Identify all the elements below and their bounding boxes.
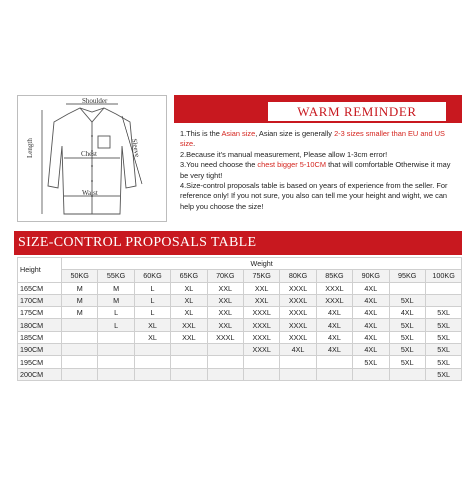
weight-cell: 50KG [62, 270, 98, 282]
height-cell: 170CM [18, 294, 62, 306]
size-cell: XL [171, 307, 207, 319]
height-cell: 195CM [18, 356, 62, 368]
weight-cell: 100KG [425, 270, 461, 282]
table-row [18, 331, 462, 343]
size-cell [62, 344, 98, 356]
weight-cell: 80KG [280, 270, 316, 282]
size-cell: XL [171, 282, 207, 294]
weight-cell: 55KG [98, 270, 134, 282]
size-cell: 4XL [353, 282, 389, 294]
size-cell: 4XL [353, 307, 389, 319]
size-cell: M [62, 282, 98, 294]
size-cell: XXXL [280, 319, 316, 331]
highlight-chest-bigger: chest bigger 5-10CM [257, 160, 327, 170]
size-cell [425, 294, 461, 306]
size-cell [98, 356, 134, 368]
size-cell: L [134, 307, 170, 319]
size-cell: 4XL [353, 319, 389, 331]
size-cell: 4XL [280, 344, 316, 356]
size-cell: XXXL [243, 331, 279, 343]
size-cell: XXXL [243, 344, 279, 356]
size-cell: XXL [243, 282, 279, 294]
size-cell: 5XL [425, 344, 461, 356]
size-cell [134, 356, 170, 368]
size-cell: XL [134, 331, 170, 343]
size-cell: 4XL [389, 307, 425, 319]
shirt-diagram [17, 95, 167, 222]
size-cell: XXXL [316, 282, 352, 294]
size-cell: XXL [171, 319, 207, 331]
size-cell [316, 368, 352, 380]
size-cell: 4XL [316, 344, 352, 356]
height-cell: 185CM [18, 331, 62, 343]
size-cell [98, 344, 134, 356]
table-row [18, 356, 462, 368]
size-cell: XXL [207, 294, 243, 306]
size-cell [98, 368, 134, 380]
height-cell: 175CM [18, 307, 62, 319]
height-cell: 200CM [18, 368, 62, 380]
shirt-illustration [18, 96, 166, 221]
size-cell [171, 356, 207, 368]
reminder-header [174, 95, 462, 123]
size-cell: XXXL [280, 307, 316, 319]
size-cell [134, 368, 170, 380]
size-cell [134, 344, 170, 356]
size-cell: XL [134, 319, 170, 331]
size-cell: XXL [243, 294, 279, 306]
table-row [18, 294, 462, 306]
size-cell: 5XL [425, 356, 461, 368]
size-cell: 4XL [353, 294, 389, 306]
size-cell: XXXL [280, 294, 316, 306]
size-cell [389, 368, 425, 380]
weight-row [18, 270, 462, 282]
size-cell: XL [171, 294, 207, 306]
reminder-title: WARM REMINDER [268, 102, 446, 121]
size-cell: 4XL [316, 319, 352, 331]
weight-cell: 85KG [316, 270, 352, 282]
weight-cell: 65KG [171, 270, 207, 282]
size-cell [389, 282, 425, 294]
table-row [18, 344, 462, 356]
warm-reminder [174, 92, 462, 224]
length-label: Length [26, 138, 34, 158]
size-cell [207, 356, 243, 368]
weight-cell: 70KG [207, 270, 243, 282]
height-header: Height [18, 258, 62, 283]
size-cell: 5XL [425, 319, 461, 331]
size-cell: 4XL [316, 307, 352, 319]
size-cell [425, 282, 461, 294]
size-cell: XXL [207, 319, 243, 331]
height-cell: 180CM [18, 319, 62, 331]
weight-header: Weight [62, 258, 462, 270]
size-cell: XXXL [243, 319, 279, 331]
size-control-table [17, 257, 462, 381]
size-cell [62, 331, 98, 343]
size-cell [316, 356, 352, 368]
size-cell: XXXL [316, 294, 352, 306]
size-cell: XXL [207, 307, 243, 319]
size-cell: 5XL [389, 356, 425, 368]
table-header-row [18, 258, 462, 270]
reminder-line-2: 2.Because it's manual measurement, Please allow 1-3cm error! [180, 149, 388, 159]
sleeve-label: Sleeve [130, 138, 142, 158]
size-cell: XXL [171, 331, 207, 343]
weight-cell: 95KG [389, 270, 425, 282]
size-cell [98, 331, 134, 343]
text-fragment: 3.You need choose the [180, 160, 258, 170]
highlight-size-difference: 2-3 sizes smaller than EU and US size [180, 129, 445, 149]
size-cell: L [134, 294, 170, 306]
waist-label: Waist [82, 189, 98, 197]
size-cell [171, 344, 207, 356]
size-cell: 5XL [389, 319, 425, 331]
height-cell: 190CM [18, 344, 62, 356]
table-row [18, 282, 462, 294]
size-cell: 5XL [425, 368, 461, 380]
size-cell: XXXL [207, 331, 243, 343]
size-cell: M [62, 294, 98, 306]
highlight-asian-size: Asian size [221, 129, 256, 138]
size-cell [353, 368, 389, 380]
size-table-header-bar [14, 231, 462, 255]
size-cell: L [134, 282, 170, 294]
size-guide-card [14, 92, 462, 414]
size-cell [280, 368, 316, 380]
size-cell: 4XL [316, 331, 352, 343]
reminder-line-4: 4.Size-control proposals table is based on years of experience from the seller. For reference only! If you not sure, you also can tell me your height and wight, we can help you choose the size! [180, 181, 448, 211]
size-cell: L [98, 307, 134, 319]
size-cell: 5XL [425, 307, 461, 319]
text-fragment: 1.This is the [180, 129, 222, 138]
table-row [18, 368, 462, 380]
size-cell [62, 356, 98, 368]
size-cell: XXL [207, 282, 243, 294]
size-cell: M [62, 307, 98, 319]
text-fragment: , Asian size is generally [255, 129, 335, 138]
size-cell: 4XL [353, 331, 389, 343]
shoulder-label: Shoulder [82, 97, 108, 105]
size-cell: 5XL [389, 344, 425, 356]
reminder-line-1 [180, 129, 458, 150]
size-cell: 5XL [353, 356, 389, 368]
size-cell [171, 368, 207, 380]
text-fragment: that will comfortable Otherwise it may be very tight! [180, 160, 451, 180]
size-cell [243, 368, 279, 380]
size-cell: 5XL [425, 331, 461, 343]
top-section [14, 92, 462, 226]
size-cell: XXXL [243, 307, 279, 319]
size-cell [207, 368, 243, 380]
size-cell [280, 356, 316, 368]
weight-cell: 75KG [243, 270, 279, 282]
weight-cell: 60KG [134, 270, 170, 282]
size-cell [62, 368, 98, 380]
size-cell: M [98, 282, 134, 294]
size-cell [243, 356, 279, 368]
chest-label: Chest [81, 150, 97, 158]
reminder-body [180, 129, 458, 212]
size-cell [207, 344, 243, 356]
text-fragment: . [193, 139, 196, 149]
size-cell: 5XL [389, 294, 425, 306]
size-cell: 5XL [389, 331, 425, 343]
size-cell: M [98, 294, 134, 306]
size-table-title: SIZE-CONTROL PROPOSALS TABLE [18, 235, 257, 250]
table-row [18, 307, 462, 319]
weight-cell: 90KG [353, 270, 389, 282]
size-cell: XXXL [280, 331, 316, 343]
size-cell: 4XL [353, 344, 389, 356]
table-row [18, 319, 462, 331]
size-cell: L [98, 319, 134, 331]
size-cell [62, 319, 98, 331]
reminder-line-3 [180, 160, 458, 181]
height-cell: 165CM [18, 282, 62, 294]
size-cell: XXXL [280, 282, 316, 294]
